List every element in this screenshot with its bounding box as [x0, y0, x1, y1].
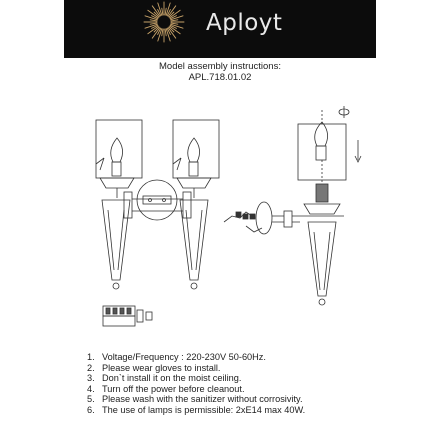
arm-body-assembled	[308, 222, 336, 296]
candle-holder-left	[112, 162, 121, 176]
terminal-block-icon	[103, 306, 152, 326]
arm-body-left	[102, 200, 130, 280]
assembly-illustration	[0, 82, 440, 342]
sunburst-logo-icon	[134, 0, 194, 58]
candle-bulb-right	[188, 138, 200, 162]
lamp-right	[173, 120, 219, 289]
lampshade-right	[173, 120, 219, 178]
model-number: APL.718.01.02	[188, 72, 252, 83]
wiring-detail	[224, 202, 300, 234]
instructions-title: Model assembly instructions:	[159, 61, 281, 72]
note-item: 1. Voltage/Frequency : 220-230V 50-60Hz.	[87, 352, 266, 362]
note-item: 6. The use of lamps is permissible: 2xE14 max 40W.	[87, 404, 306, 415]
candle-holder-right	[189, 162, 198, 176]
cup-right	[177, 178, 211, 188]
note-item: 3. Don`t install it on the moist ceiling.	[87, 373, 242, 384]
lamp-left	[96, 120, 142, 289]
down-arrow-icon	[355, 140, 361, 162]
brand-banner	[64, 0, 376, 58]
candle-bulb-left	[111, 138, 123, 162]
brand-name: Aployt	[206, 10, 283, 36]
note-item: 2. Please wear gloves to install.	[87, 362, 221, 373]
lamp-assembled	[298, 110, 346, 305]
note-item: 5. Please wash with the sanitizer without corrosivity.	[87, 394, 303, 405]
instruction-notes	[87, 352, 305, 416]
note-item: 4. Turn off the power before cleanout.	[87, 383, 245, 394]
wall-plate	[256, 202, 272, 234]
cup-left	[100, 178, 134, 188]
rotate-arrow-icon	[339, 106, 349, 118]
candle-bulb-assembled	[315, 122, 328, 146]
lampshade-left	[96, 120, 142, 178]
lampshade-assembled	[298, 124, 346, 180]
arm-body-right	[180, 200, 208, 280]
